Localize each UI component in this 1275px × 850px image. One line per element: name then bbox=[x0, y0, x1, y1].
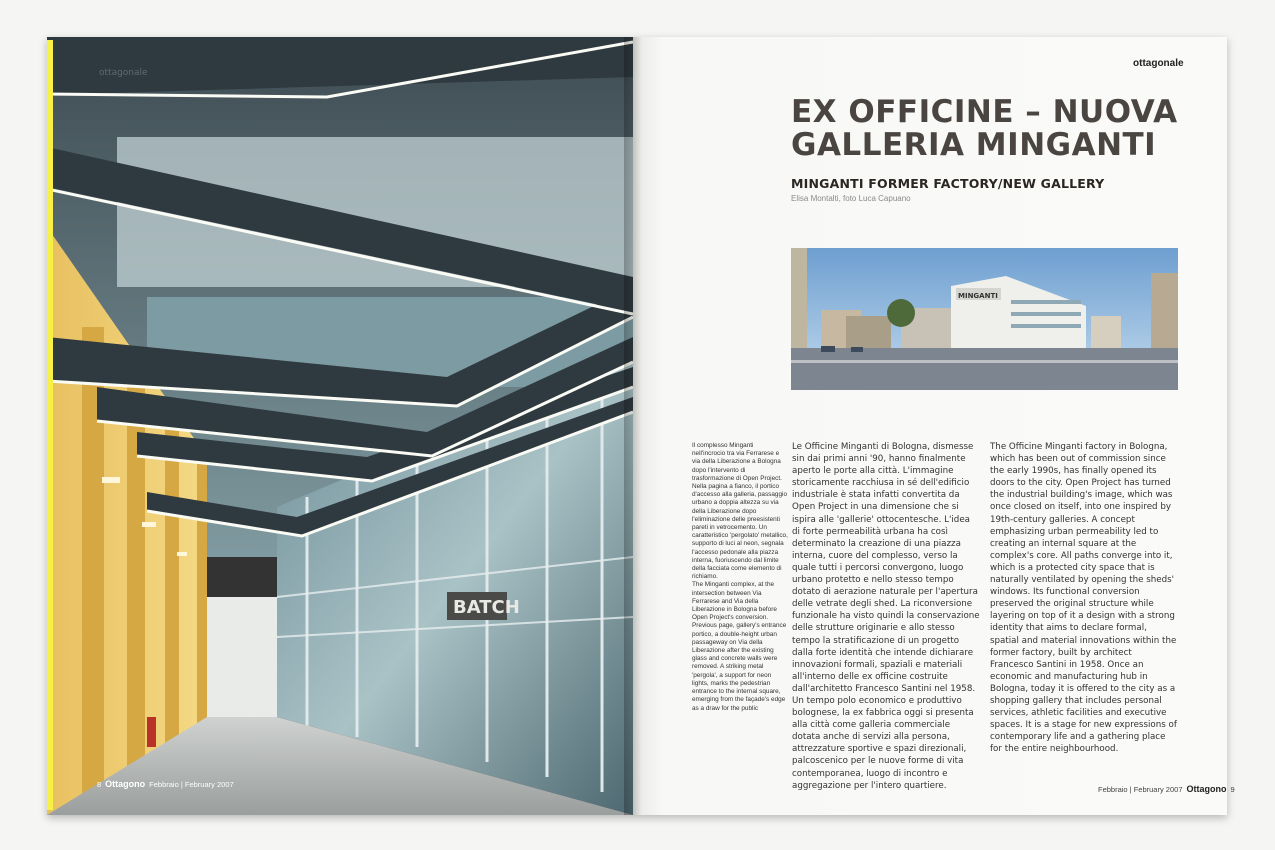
page-edge bbox=[47, 40, 53, 810]
page-number-left: 8 bbox=[97, 780, 102, 789]
gallery-portico-photo bbox=[47, 37, 633, 815]
section-tag: ottagonale bbox=[1133, 58, 1184, 69]
magazine-name-right: Ottagono bbox=[1186, 784, 1227, 794]
body-text-english: The Officine Minganti factory in Bologna, which has been out of commission since the early 1990s, has finally opened its doors to the city. Open Project has turned the industrial building's image, which was once closed on itself, into one inspired by 19th-century galleries. A concept emphasizing urban permeability led to creating an internal square at the complex's core. All paths converge into it, which is a protected city space that is naturally ventilated by opening the sheds' windows. Its functional conversion preserved the original structure while layering on top of it a design with a strong identity that aims to declare formal, spatial and material innovations within the former factory, built by architect Francesco Santini in 1958. Once an economic and manufacturing hub in Bologna, today it is offered to the city as a shopping gallery that includes personal services, athletic facilities and executive spaces. It is a stage for new expressions of contemporary life and a gathering place for the entire neighbourhood. bbox=[990, 442, 1177, 755]
folio-right bbox=[1098, 784, 1235, 794]
photo-caption bbox=[692, 442, 788, 713]
caption-english: The Minganti complex, at the intersection between Via Ferrarese and Via della Liberazione in Bologna before Open Project's conversion. Previous page, gallery's entrance portico, a double-height urban passageway on Via della Liberazione after the existing glass and concrete walls were removed. A striking metal 'pergola', a support for neon lights, marks the pedestrian entrance to the internal square, emerging from the façade's edge as a draw for the public bbox=[692, 581, 787, 712]
article-subtitle: MINGANTI FORMER FACTORY/NEW GALLERY bbox=[791, 176, 1105, 191]
building-sign-text: MINGANTI bbox=[958, 292, 998, 300]
minganti-building-photo bbox=[791, 248, 1178, 390]
title-line-2: GALLERIA MINGANTI bbox=[791, 127, 1157, 163]
running-head-left: ottagonale bbox=[99, 68, 148, 78]
page-number-right: 9 bbox=[1230, 785, 1235, 794]
folio-left bbox=[97, 779, 234, 789]
magazine-name-left: Ottagono bbox=[105, 779, 146, 789]
caption-italian: Il complesso Minganti nell'incrocio tra via Ferrarese e via della Liberazione a Bologna dopo l'intervento di trasformazione di Open Project. Nella pagina a fianco, il portico d'accesso alla galleria, passaggio urbano a doppia altezza su via della Liberazione dopo l'eliminazione delle preesistenti pareti in vetrocemento. Un caratteristico 'pergolato' metallico, supporto di luci al neon, segnala l'accesso pedonale alla piazza interna, fuoriuscendo dal limite della facciata come elemento di richiamo. bbox=[692, 442, 788, 581]
issue-date-right: Febbraio | February 2007 bbox=[1098, 785, 1183, 794]
title-line-1: EX OFFICINE – NUOVA bbox=[791, 94, 1178, 130]
byline: Elisa Montalti, foto Luca Capuano bbox=[791, 194, 911, 203]
article-title bbox=[791, 96, 1211, 162]
left-page bbox=[47, 37, 633, 815]
body-text-italian: Le Officine Minganti di Bologna, dismesse sin dai primi anni '90, hanno finalmente aperto le porte alla città. L'immagine storicamente racchiusa in sé dell'edificio industriale è stata infatti convertita da Open Project in una dimensione che si ispira alle 'gallerie' ottocentesche. L'idea di forte permeabilità urbana ha così determinato la creazione di una piazza interna, cuore del complesso, verso la quale tutti i percorsi convergono, luogo urbano protetto e nello stesso tempo dotato di aerazione naturale per l'apertura delle vetrate degli shed. La riconversione funzionale ha visto quindi la conservazione delle strutture originarie e allo stesso tempo la stratificazione di un progetto dalla forte identità che intende dichiarare innovazioni formali, spaziali e materiali all'interno delle ex officine costruite dall'architetto Francesco Santini nel 1958. Un tempo polo economico e produttivo bolognese, la ex fabbrica oggi si presenta alla città come galleria commerciale dotata anche di servizi alla persona, attrezzature sportive e spazi direzionali, palcoscenico per le nuove forme di vita contemporanea, luogo di incontro e aggregazione per l'intero quartiere. bbox=[792, 442, 980, 791]
issue-date-left: Febbraio | February 2007 bbox=[149, 780, 234, 789]
gutter-shadow bbox=[624, 37, 642, 815]
shop-sign-text: BATCH bbox=[453, 597, 520, 618]
